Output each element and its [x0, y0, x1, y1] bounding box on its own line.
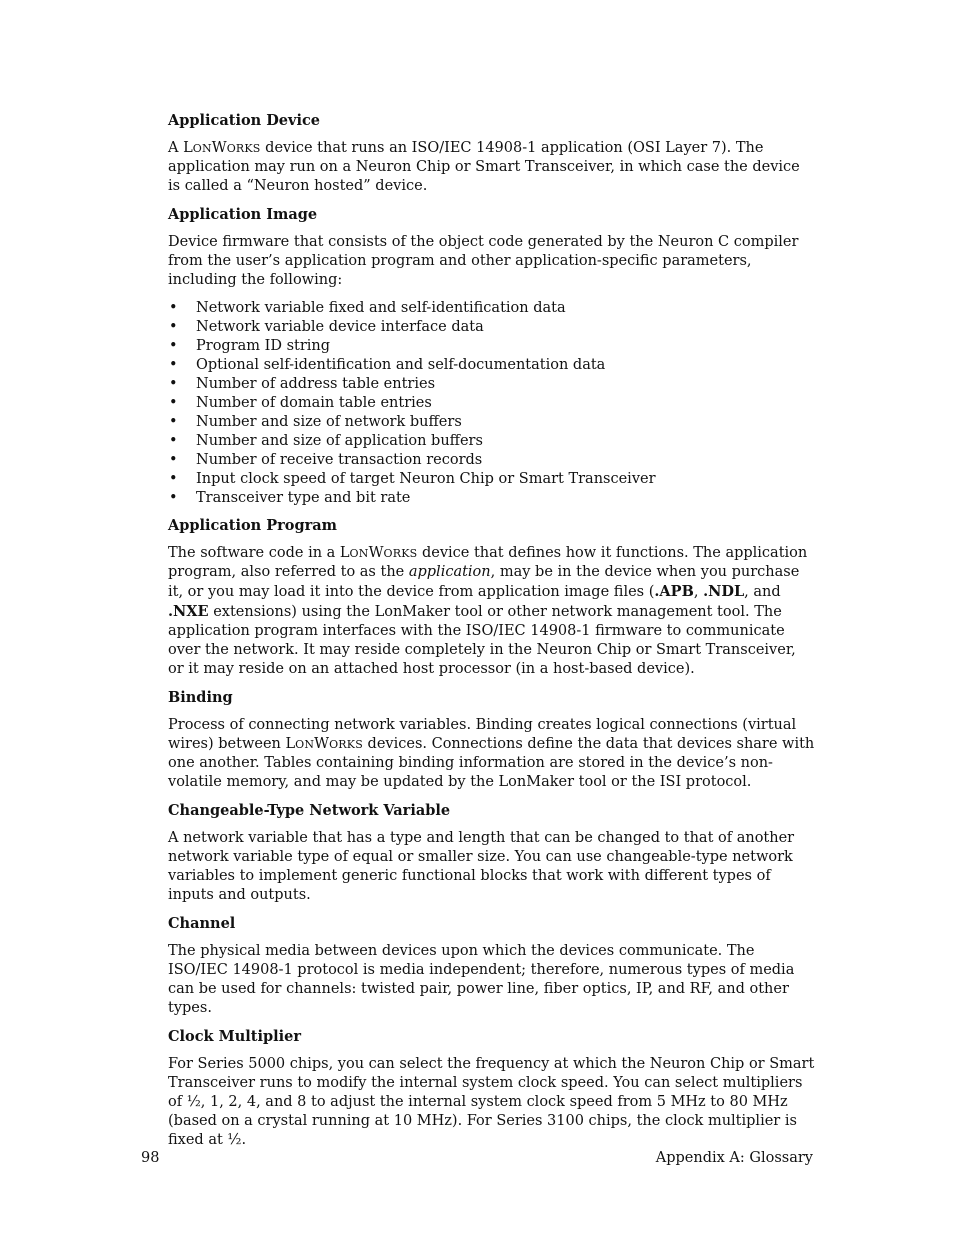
definition-clock-multiplier: For Series 5000 chips, you can select the frequency at which the Neuron Chip or Smart Transceiver runs to modify the internal system clock speed. You can select multipliers of ½, 1, 2, 4, and 8 to adjust the internal system clock speed from 5 MHz to 80 MHz (based on a crystal running at 10 MHz). For Series 3100 chips, the clock multiplier is fixed at ½. [168, 1056, 815, 1148]
definition-application-program: The software code in a LONWORKS device that defines how it functions. The application program, also referred to as the application, may be in the device when you purchase it, or you may load it into the device from application image files (.APB, .NDL, and .NXE extensions) using the LonMaker tool or other network management tool. The application program interfaces with the ISO/IEC 14908-1 firmware to communicate over the network. It may reside completely in the Neuron Chip or Smart Transceiver, or it may reside on an attached host processor (in a host-based device). [168, 545, 808, 677]
term-application-program: Application Program [168, 517, 337, 534]
term-changeable-type-network-variable: Changeable-Type Network Variable [168, 802, 451, 819]
list-item: • Number and size of network buffers [168, 413, 816, 432]
definition-application-image: Device firmware that consists of the object code generated by the Neuron C compiler from the user’s application program and other application-specific parameters, including the following: [168, 234, 799, 288]
glossary-content [168, 111, 816, 1159]
list-item: • Number and size of application buffers [168, 432, 816, 451]
application-image-list [168, 299, 816, 508]
definition-changeable-type-network-variable: A network variable that has a type and length that can be changed to that of another network variable type of equal or smaller size. You can use changeable-type network variables to implement generic functional blocks that work with different types of inputs and outputs. [168, 830, 795, 903]
lonworks-wordmark: LONWORKS [285, 736, 363, 752]
list-item: • Number of receive transaction records [168, 451, 816, 470]
footer-section-title: Appendix A: Glossary [655, 1150, 813, 1166]
list-item: • Network variable fixed and self-identification data [168, 299, 816, 318]
definition-channel: The physical media between devices upon which the devices communicate. The ISO/IEC 14908-1 protocol is media independent; therefore, numerous types of media can be used for channels: twisted pair, power line, fiber optics, IP, and RF, and other types. [168, 943, 795, 1016]
page-footer [141, 1150, 813, 1166]
list-item: • Number of address table entries [168, 375, 816, 394]
emphasis-application: application [408, 564, 491, 580]
page-number: 98 [141, 1150, 160, 1166]
list-item: • Input clock speed of target Neuron Chip or Smart Transceiver [168, 470, 816, 489]
term-application-device: Application Device [168, 112, 321, 129]
extension-nxe: .NXE [168, 603, 209, 620]
list-item: • Optional self-identification and self-documentation data [168, 356, 816, 375]
term-channel: Channel [168, 915, 236, 932]
list-item: • Number of domain table entries [168, 394, 816, 413]
term-binding: Binding [168, 689, 233, 706]
lonworks-wordmark: LONWORKS [339, 545, 418, 561]
lonworks-wordmark: LONWORKS [183, 140, 261, 156]
definition-application-device: A LONWORKS device that runs an ISO/IEC 14908-1 application (OSI Layer 7). The application may run on a Neuron Chip or Smart Transceiver, in which case the device is called a “Neuron hosted” device. [168, 140, 800, 194]
list-item: • Transceiver type and bit rate [168, 489, 816, 508]
definition-binding: Process of connecting network variables. Binding creates logical connections (virtual wires) between LONWORKS devices. Connections define the data that devices share with one another. Tables containing binding information are stored in the device’s non-volatile memory, and may be updated by the LonMaker tool or the ISI protocol. [168, 717, 815, 790]
list-item: • Network variable device interface data [168, 318, 816, 337]
extension-apb: .APB [654, 583, 694, 600]
list-item: • Program ID string [168, 337, 816, 356]
extension-ndl: .NDL [703, 583, 745, 600]
term-clock-multiplier: Clock Multiplier [168, 1028, 301, 1045]
term-application-image: Application Image [168, 206, 318, 223]
